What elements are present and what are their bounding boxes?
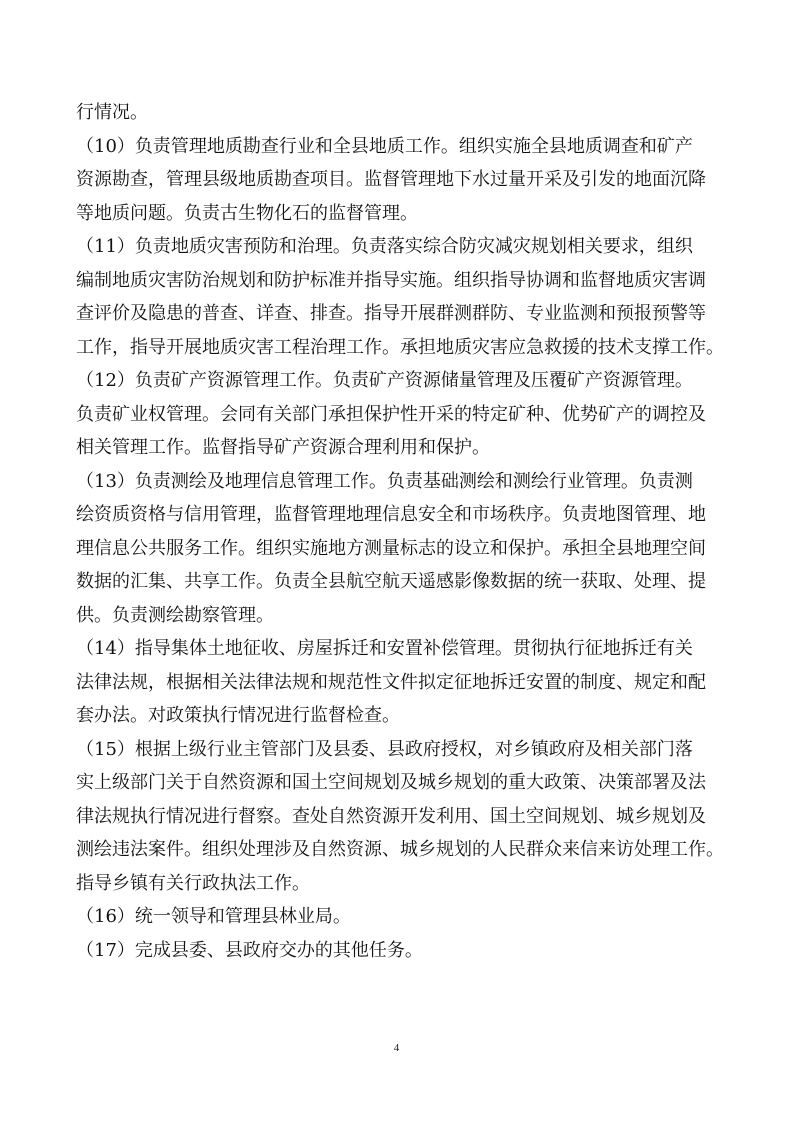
paragraph-first-line: （10）负责管理地质勘查行业和全县地质工作。组织实施全县地质调查和矿产	[76, 135, 693, 157]
paragraph-line: 理信息公共服务工作。组织实施地方测量标志的设立和保护。承担全县地理空间	[76, 537, 706, 559]
paragraph-line: 等地质问题。负责古生物化石的监督管理。	[76, 202, 418, 224]
document-body	[76, 96, 730, 967]
paragraph-line: 律法规执行情况进行督察。查处自然资源开发利用、国土空间规划、城乡规划及	[76, 805, 706, 827]
paragraph-first-line: （13）负责测绘及地理信息管理工作。负责基础测绘和测绘行业管理。负责测	[76, 470, 693, 492]
page-number: 4	[393, 1042, 400, 1054]
paragraph-line: 测绘违法案件。组织处理涉及自然资源、城乡规划的人民群众来信来访处理工作。	[76, 839, 724, 860]
paragraph-line: 负责矿业权管理。会同有关部门承担保护性开采的特定矿种、优势矿产的调控及	[76, 403, 706, 425]
paragraph-line: 查评价及隐患的普查、详查、排查。指导开展群测群防、专业监测和预报预警等	[76, 303, 706, 324]
paragraph-first-line: （16）统一领导和管理县林业局。	[76, 906, 351, 927]
paragraph-line: 行情况。	[76, 102, 148, 123]
paragraph-first-line: （15）根据上级行业主管部门及县委、县政府授权，对乡镇政府及相关部门落	[76, 738, 693, 760]
paragraph-line: 法律法规，根据相关法律法规和规范性文件拟定征地拆迁安置的制度、规定和配	[76, 671, 706, 693]
paragraph-line: 资源勘查，管理县级地质勘查项目。监督管理地下水过量开采及引发的地面沉降	[76, 169, 706, 190]
paragraph-line: 实上级部门关于自然资源和国土空间规划及城乡规划的重大政策、决策部署及法	[76, 772, 706, 793]
paragraph-line: 供。负责测绘勘察管理。	[76, 604, 274, 626]
paragraph-line: 指导乡镇有关行政执法工作。	[76, 872, 310, 894]
paragraph-line: 工作，指导开展地质灾害工程治理工作。承担地质灾害应急救援的技术支撑工作。	[76, 336, 724, 358]
paragraph-first-line: （11）负责地质灾害预防和治理。负责落实综合防灾减灾规划相关要求，组织	[76, 236, 693, 257]
paragraph-line: 数据的汇集、共享工作。负责全县航空航天遥感影像数据的统一获取、处理、提	[76, 571, 706, 592]
paragraph-first-line: （14）指导集体土地征收、房屋拆迁和安置补偿管理。贯彻执行征地拆迁有关	[76, 638, 693, 659]
paragraph-line: 相关管理工作。监督指导矿产资源合理利用和保护。	[76, 437, 490, 458]
paragraph-first-line: （12）负责矿产资源管理工作。负责矿产资源储量管理及压覆矿产资源管理。	[76, 370, 693, 391]
paragraph-first-line: （17）完成县委、县政府交办的其他任务。	[76, 939, 423, 961]
paragraph-line: 编制地质灾害防治规划和防护标准并指导实施。组织指导协调和监督地质灾害调	[76, 269, 706, 291]
paragraph-line: 绘资质资格与信用管理，监督管理地理信息安全和市场秩序。负责地图管理、地	[76, 504, 706, 525]
paragraph-line: 套办法。对政策执行情况进行监督检查。	[76, 705, 400, 726]
